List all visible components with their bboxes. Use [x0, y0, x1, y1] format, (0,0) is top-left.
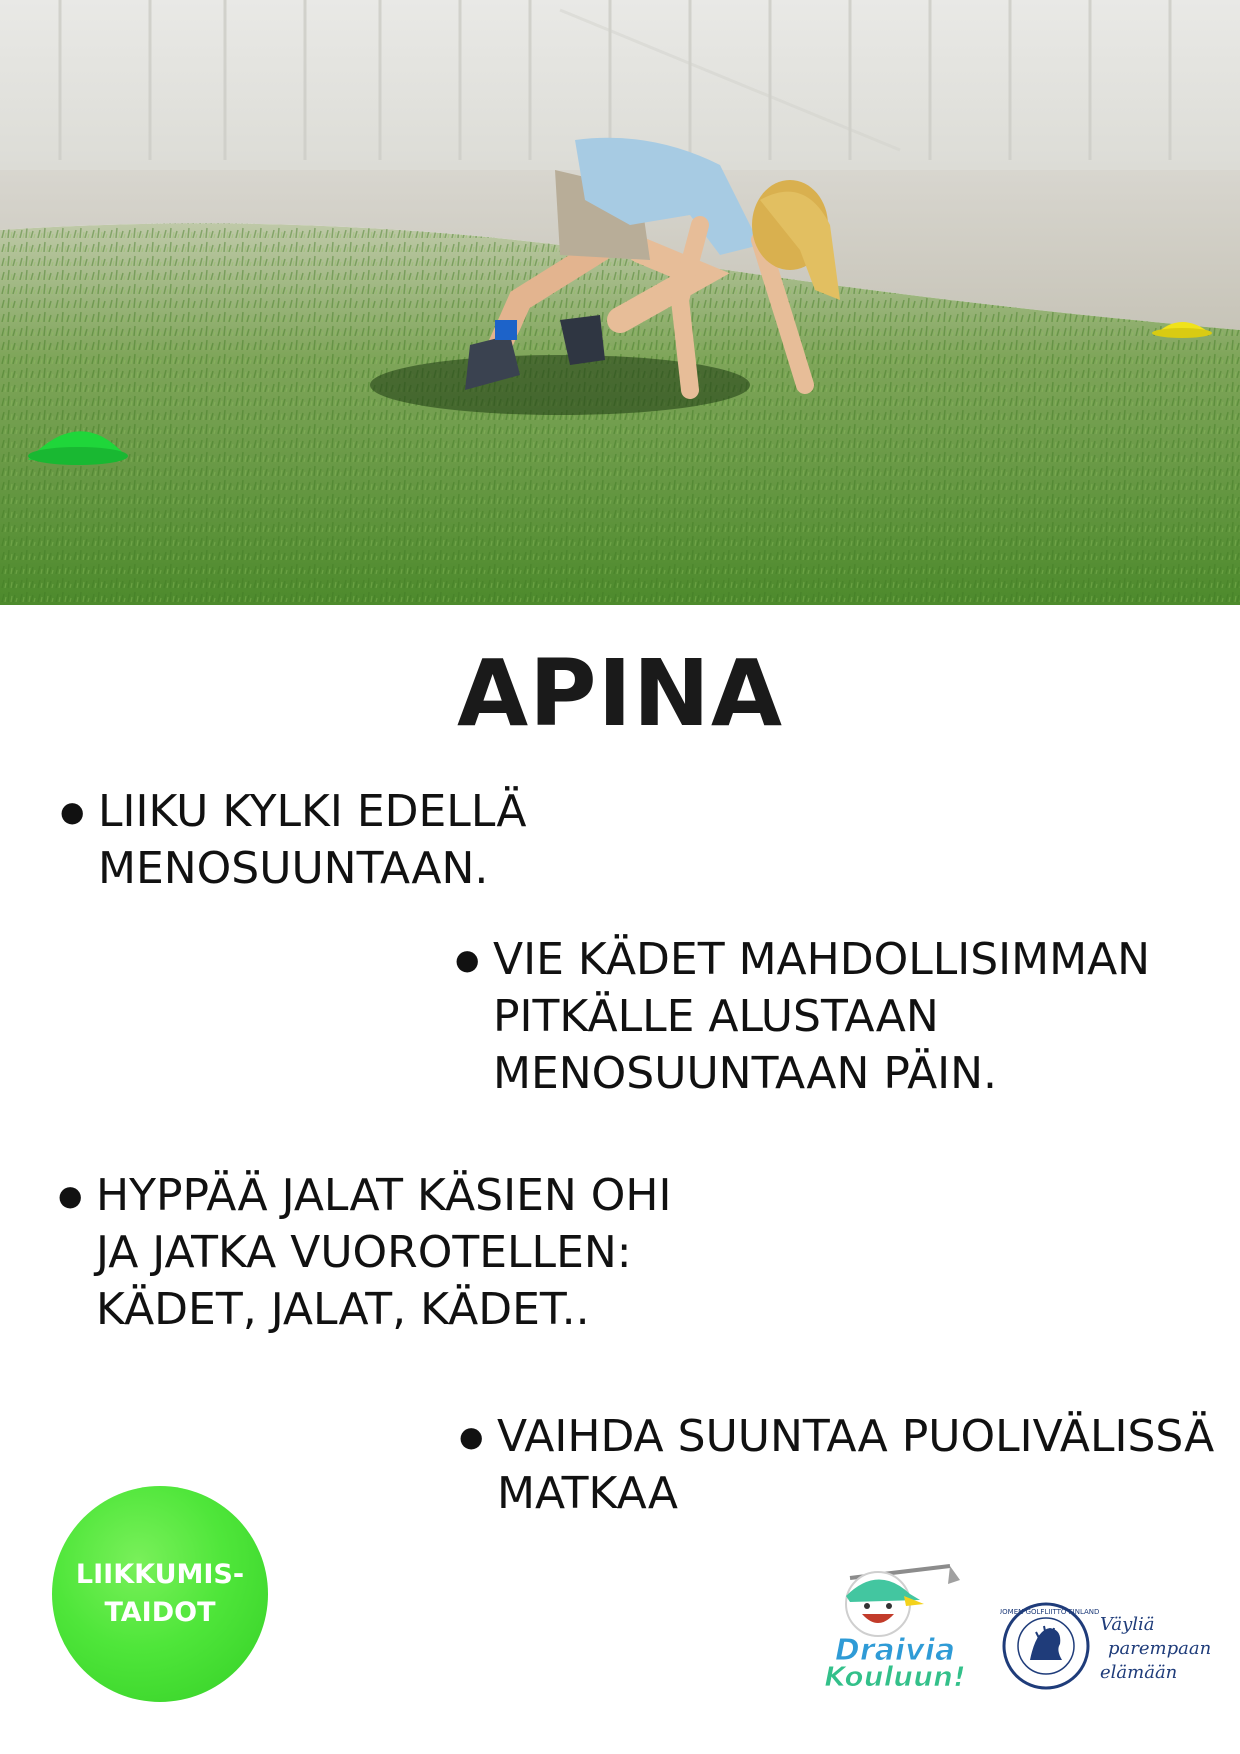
- golf-tagline-line: parempaan: [1108, 1638, 1210, 1659]
- instruction-item: [459, 1408, 1215, 1522]
- instruction-item: [58, 1167, 672, 1338]
- instruction-line: VIE KÄDET MAHDOLLISIMMAN: [493, 934, 1151, 985]
- category-badge-line: TAIDOT: [104, 1597, 216, 1628]
- lion-emblem-icon: [1000, 1600, 1210, 1695]
- page-title: APINA: [456, 640, 784, 747]
- instruction-line: MENOSUUNTAAN.: [98, 843, 489, 894]
- category-badge: [52, 1486, 268, 1702]
- instruction-line: PITKÄLLE ALUSTAAN: [493, 991, 939, 1042]
- draivia-logo: [820, 1556, 970, 1695]
- emblem-ring-text: SUOMEN GOLFLIITTO FINLAND: [1000, 1608, 1100, 1616]
- bullet-dot: ●: [455, 943, 480, 976]
- bullet-dot: ●: [459, 1420, 484, 1453]
- instruction-item: [455, 931, 1151, 1102]
- instruction-line: HYPPÄÄ JALAT KÄSIEN OHI: [96, 1170, 672, 1221]
- instruction-line: JA JATKA VUOROTELLEN:: [96, 1227, 632, 1278]
- draivia-logo-text-2: Kouluun!: [824, 1660, 966, 1691]
- instruction-line: MATKAA: [497, 1468, 679, 1519]
- instruction-line: MENOSUUNTAAN PÄIN.: [493, 1048, 998, 1099]
- golf-ball-mascot-icon: [820, 1556, 970, 1691]
- instruction-line: VAIHDA SUUNTAA PUOLIVÄLISSÄ: [497, 1411, 1215, 1462]
- child-crawling-on-grass-photo: [0, 0, 1240, 605]
- category-badge-line: LIIKKUMIS-: [75, 1559, 245, 1590]
- instruction-item: [60, 783, 527, 897]
- bullet-dot: ●: [58, 1179, 83, 1212]
- bullet-dot: ●: [60, 795, 85, 828]
- draivia-logo-text-1: Draivia: [834, 1633, 956, 1668]
- golf-tagline-line: elämään: [1100, 1662, 1178, 1683]
- golf-tagline-line: Väyliä: [1100, 1614, 1155, 1635]
- instruction-line: KÄDET, JALAT, KÄDET..: [96, 1284, 590, 1335]
- hero-photo: [0, 0, 1240, 605]
- golf-federation-logo: [1000, 1600, 1210, 1699]
- instruction-line: LIIKU KYLKI EDELLÄ: [98, 786, 527, 837]
